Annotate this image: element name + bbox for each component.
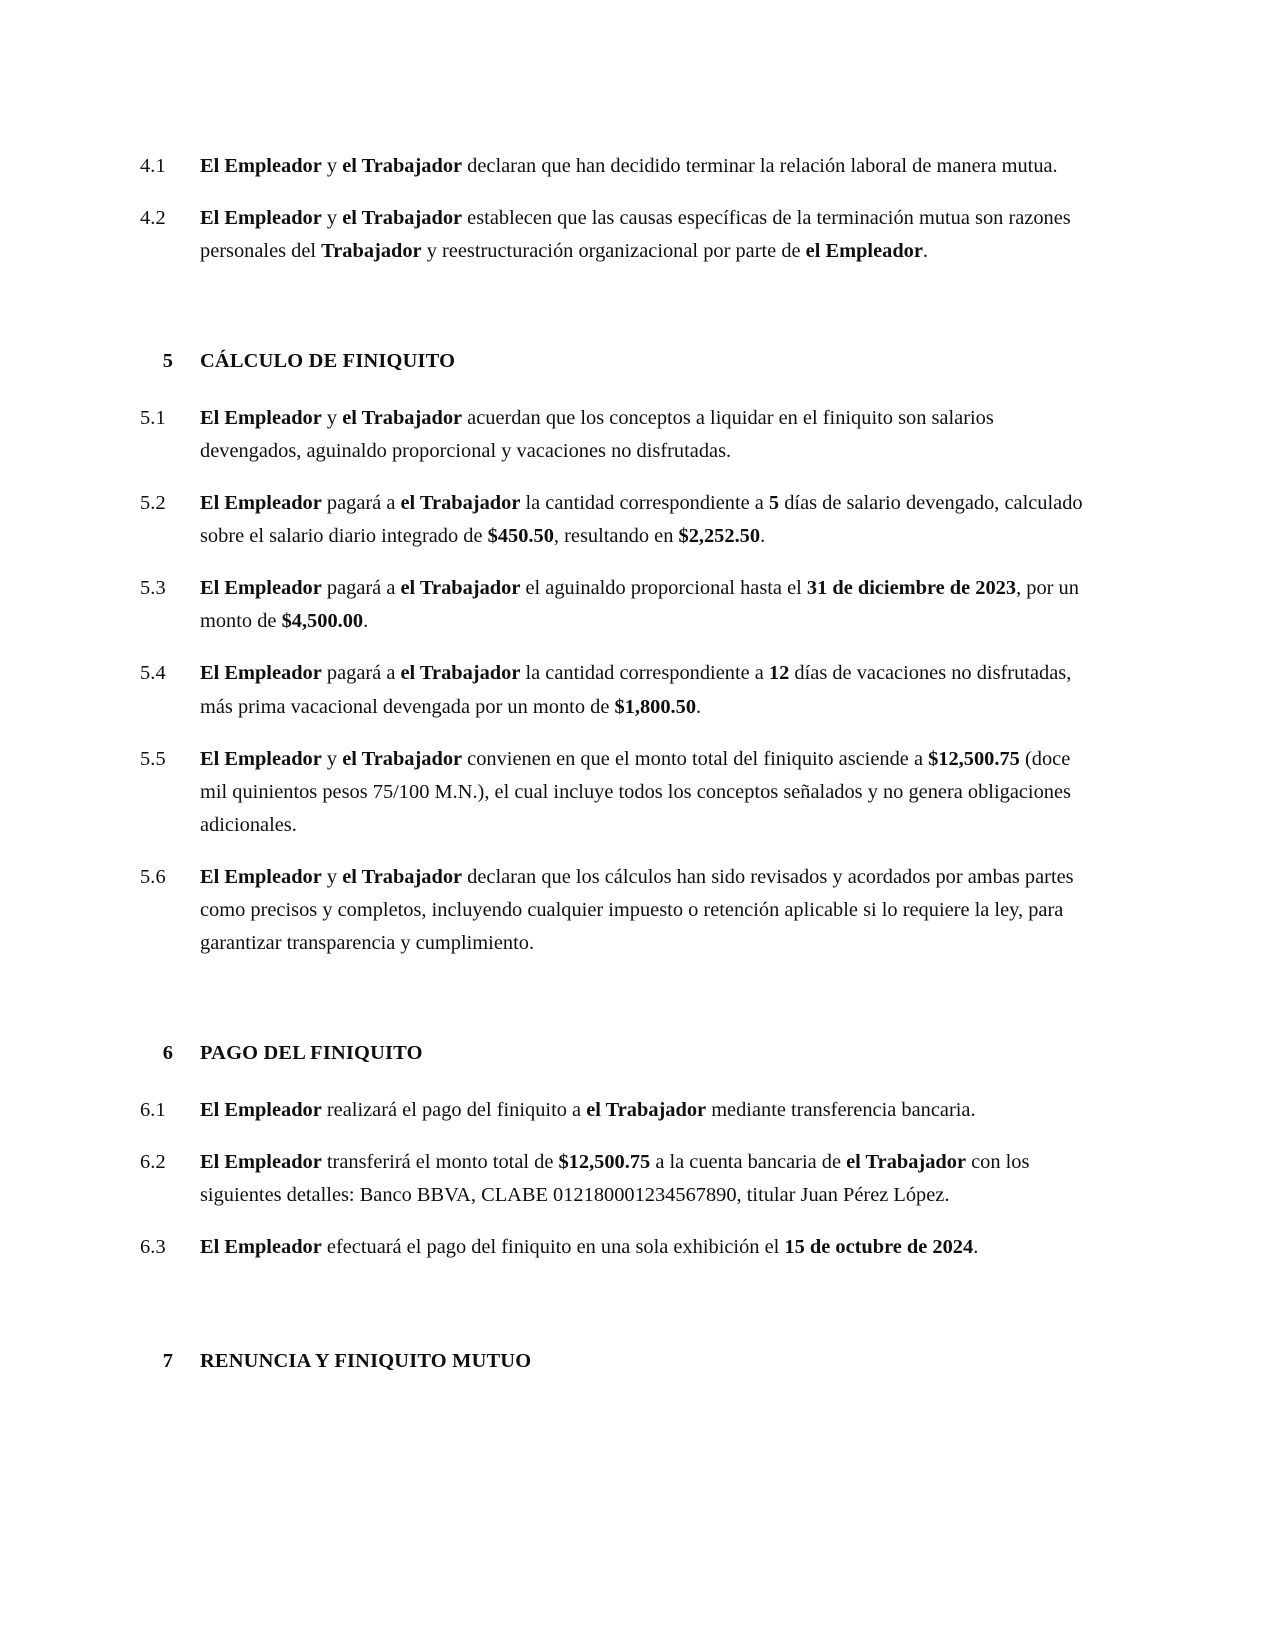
clause-text: El Empleador pagará a el Trabajador la cantidad correspondiente a 5 días de salario devengado, calculado sobre el salario diario integrado de $450.50, resultando en $2,252.50. — [200, 492, 1083, 548]
clause-text: El Empleador y el Trabajador establecen que las causas específicas de la terminación mutua son razones personales del Trabajador y reestructuración organizacional por parte de el Empleador. — [200, 207, 1071, 263]
section-number: 7 — [162, 1350, 174, 1373]
clause-text: El Empleador y el Trabajador acuerdan que los conceptos a liquidar en el finiquito son salarios devengados, aguinaldo proporcional y vacaciones no disfrutadas. — [200, 407, 994, 463]
section-spacer — [140, 287, 1090, 345]
clause-text: El Empleador pagará a el Trabajador el aguinaldo proporcional hasta el 31 de diciembre de 2023, por un monto de $4,500.00. — [200, 577, 1079, 633]
clause-number: 6.3 — [140, 1236, 166, 1259]
section-heading-6 — [140, 1037, 1090, 1070]
clause-4.2 — [140, 202, 1090, 268]
clause-number: 6.1 — [140, 1098, 166, 1121]
section-number: 6 — [162, 1041, 174, 1064]
clause-5.2 — [140, 487, 1090, 553]
section-heading-7 — [140, 1345, 1090, 1378]
clause-5.6 — [140, 861, 1090, 960]
clause-5.3 — [140, 572, 1090, 638]
clause-number: 6.2 — [140, 1150, 166, 1173]
heading-spacer — [140, 1086, 1090, 1094]
clause-text: El Empleador y el Trabajador declaran que han decidido terminar la relación laboral de manera mutua. — [200, 155, 1058, 177]
heading-spacer — [140, 1394, 1090, 1402]
clause-text: El Empleador pagará a el Trabajador la cantidad correspondiente a 12 días de vacaciones no disfrutadas, más prima vacacional devengada por un monto de $1,800.50. — [200, 662, 1072, 718]
clause-6.1 — [140, 1094, 1090, 1127]
section-title: RENUNCIA Y FINIQUITO MUTUO — [200, 1350, 532, 1373]
clause-number: 5.3 — [140, 577, 166, 600]
clause-4.1 — [140, 150, 1090, 183]
section-spacer — [140, 1283, 1090, 1345]
document-body — [140, 150, 1090, 1402]
clause-6.3 — [140, 1231, 1090, 1264]
clause-5.5 — [140, 743, 1090, 842]
clause-number: 4.1 — [140, 155, 166, 177]
heading-spacer — [140, 394, 1090, 402]
clause-text: El Empleador y el Trabajador declaran que los cálculos han sido revisados y acordados por ambas partes como precisos y completos, incluyendo cualquier impuesto o retención aplicable si lo requiere la ley, para garantizar transparencia y cumplimiento. — [200, 865, 1074, 954]
clause-number: 5.5 — [140, 747, 166, 770]
clause-text: El Empleador y el Trabajador convienen en que el monto total del finiquito asciende a $12,500.75 (doce mil quinientos pesos 75/100 M.N.), el cual incluye todos los conceptos señalados y no genera obligaciones adicionales. — [200, 747, 1071, 836]
clause-6.2 — [140, 1146, 1090, 1212]
clause-number: 5.2 — [140, 492, 166, 515]
section-spacer — [140, 979, 1090, 1037]
clause-number: 5.1 — [140, 407, 166, 430]
clause-text: El Empleador efectuará el pago del finiquito en una sola exhibición el 15 de octubre de 2024. — [200, 1236, 979, 1259]
section-title: CÁLCULO DE FINIQUITO — [200, 350, 456, 373]
clause-number: 4.2 — [140, 207, 166, 230]
clause-5.1 — [140, 402, 1090, 468]
clause-5.4 — [140, 657, 1090, 723]
section-heading-5 — [140, 345, 1090, 378]
clause-number: 5.4 — [140, 662, 166, 685]
clause-text: El Empleador transferirá el monto total de $12,500.75 a la cuenta bancaria de el Trabajador con los siguientes detalles: Banco BBVA, CLABE 012180001234567890, titular Juan Pérez López. — [200, 1150, 1030, 1206]
section-number: 5 — [162, 350, 174, 373]
section-title: PAGO DEL FINIQUITO — [200, 1041, 423, 1064]
clause-number: 5.6 — [140, 865, 166, 888]
clause-text: El Empleador realizará el pago del finiquito a el Trabajador mediante transferencia bancaria. — [200, 1098, 976, 1121]
